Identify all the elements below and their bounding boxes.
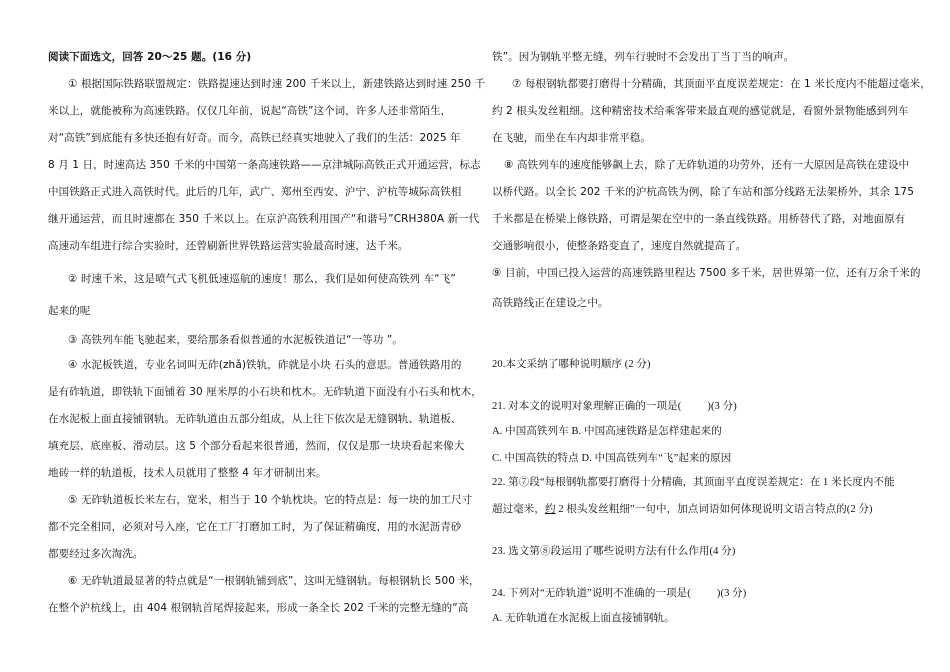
question-24-points: )(3 分) (716, 588, 747, 599)
text-line: ⑧ 高铁列车的速度能够飙上去，除了无砟轨道的功劳外，还有一大原因是高铁在建设中 (504, 159, 910, 171)
text-line: ⑨ 目前，中国已投入运营的高速铁路里程达 7500 多千米，居世界第一位，还有万余千米的 (492, 267, 921, 279)
text-line: 中国铁路正式进入高铁时代。此后的几年，武广、郑州至西安、沪宁、沪杭等城际高铁相 (48, 186, 462, 198)
question-24 (492, 587, 746, 601)
text-line: ⑤ 无砟轨道板长米左右，宽米，相当于 10 个轨枕块。它的特点是：每一块的加工尺寸 (68, 494, 473, 506)
question-24-option-a: A. 无砟轨道在水泥板上面直接铺钢轨。 (492, 613, 675, 624)
text-line: 都要经过多次淘洗。 (48, 548, 144, 560)
text-line: 以桥代路。以全长 202 千米的沪杭高铁为例，除了车站和部分线路无法架桥外，其余 175 (492, 186, 914, 198)
question-22-text: 2 根头发丝粗细”一句中，加点词语如何体现说明文语言特点的(2 分) (555, 504, 873, 515)
question-21-options-cd: C. 中国高铁的特点 D. 中国高铁列车“飞”起来的原因 (492, 453, 732, 464)
text-line: 是有砟轨道，即铁轨下面铺着 30 厘米厚的小石块和枕木。无砟轨道下面没有小石头和枕木， (48, 386, 482, 398)
section-heading: 阅读下面选文，回答 20～25 题。(16 分) (48, 51, 252, 63)
text-line: ① 根据国际铁路联盟规定：铁路提速达到时速 200 千米以上，新建铁路达到时速 250 千 (68, 78, 486, 90)
text-line: 8 月 1 日，时速高达 350 千米的中国第一条高速铁路——京津城际高铁正式开通运营，标志 (48, 159, 481, 171)
text-line: ② 时速千米，这是喷气式飞机低速巡航的速度！那么，我们是如何使高铁列 车“飞” (68, 273, 456, 285)
text-line: 在整个沪杭线上，由 404 根钢轨首尾焊接起来，形成一条全长 202 千米的完整无缝的“高 (48, 602, 469, 614)
text-line: 千米都是在桥梁上修铁路，可谓是架在空中的一条直线铁路。用桥替代了路，对地面原有 (492, 213, 906, 225)
text-line: 对“高铁”到底能有多快还抱有好奇。而今，高铁已经真实地驶入了我们的生活：2025 年 (48, 132, 461, 144)
question-23: 23. 选文第⑧段运用了哪些说明方法有什么作用(4 分) (492, 546, 736, 557)
text-line: ⑥ 无砟轨道最显著的特点就是“一根钢轨铺到底”，这叫无缝钢轨。每根钢轨长 500 米， (68, 575, 480, 587)
text-line: 地砖一样的轨道板，技术人员就用了整整 4 年才研制出来。 (48, 467, 327, 479)
question-22-line-2 (492, 503, 873, 517)
question-21-points: )(3 分) (707, 401, 737, 412)
question-21 (492, 400, 737, 414)
text-line: 继开通运营，而且时速都在 350 千米以上。在京沪高铁利用国产“和谐号”CRH380A 新一代 (48, 213, 480, 225)
question-21-stem: 21. 对本文的说明对象理解正确的一项是( (492, 401, 682, 412)
text-line: 填充层、底座板、滑动层。这 5 个部分看起来很普通，然而，仅仅是那一块块看起来像大 (48, 440, 465, 452)
text-line: ⑦ 每根钢轨都要打磨得十分精确，其顶面平直度误差规定：在 1 米长度内不能超过毫米， (512, 78, 931, 90)
text-line: 高速动车组进行综合实验时，还曾刷新世界铁路运营实验最高时速，达千米。 (48, 240, 409, 252)
text-line: 高铁路线正在建设之中。 (492, 297, 609, 309)
dotted-word: 约 (545, 504, 556, 515)
question-24-stem: 24. 下列对“无砟轨道”说明不准确的一项是( (492, 588, 691, 599)
question-22-text: 超过毫米， (492, 504, 545, 515)
question-22-line-1: 22. 第⑦段“每根钢轨都要打磨得十分精确，其顶面平直度误差规定：在 1 米长度内不能 (492, 477, 895, 488)
text-line: ③ 高铁列车能飞驰起来，要给那条看似普通的水泥板铁道记“一等功 ”。 (68, 334, 403, 346)
text-line: 在飞驰，而坐在车内却非常平稳。 (492, 132, 651, 144)
text-line: 交通影响很小，使整条路变直了，速度自然就提高了。 (492, 240, 747, 252)
question-20: 20.本文采纳了哪种说明顺序 (2 分) (492, 359, 651, 370)
text-line: 都不完全相同，必须对号入座，它在工厂打磨加工时，为了保证精确度，用的水泥沥青砂 (48, 521, 462, 533)
text-line: 约 2 根头发丝粗细。这种精密技术给乘客带来最直观的感觉就是，看窗外景物能感到列车 (492, 105, 909, 117)
question-21-options-ab: A. 中国高铁列车 B. 中国高速铁路是怎样建起来的 (492, 426, 722, 437)
text-line: 起来的呢 (48, 305, 91, 317)
text-line: 米以上，就能被称为高速铁路。仅仅几年前，说起“高铁”这个词，许多人还非常陌生， (48, 105, 452, 117)
text-line: ④ 水泥板铁道，专业名词叫无砟(zhǎ)铁轨，砟就是小块 石头的意思。普通铁路用的 (68, 359, 462, 371)
text-line: 铁”。因为钢轨平整无缝，列车行驶时不会发出丁当丁当的响声。 (492, 51, 795, 63)
text-line: 在水泥板上面直接铺钢轨。无砟轨道由五部分组成，从上往下依次是无缝钢轨、轨道板、 (48, 413, 462, 425)
